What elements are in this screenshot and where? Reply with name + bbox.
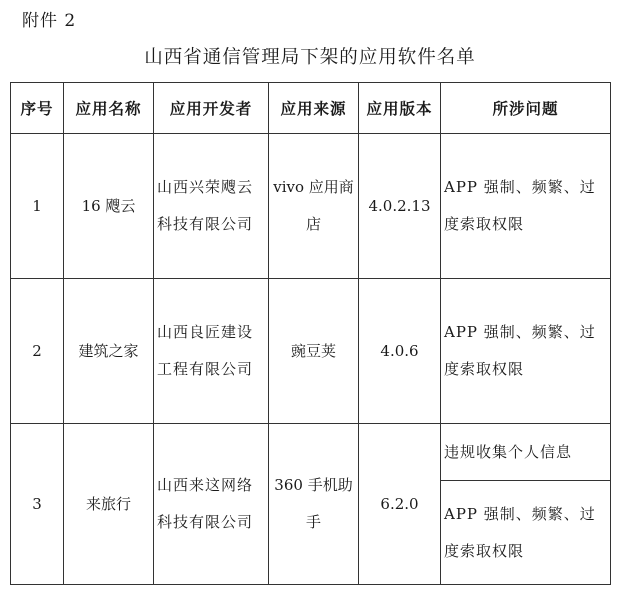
cell-no: 3 [11, 424, 64, 585]
cell-app-name: 来旅行 [64, 424, 154, 585]
header-issues: 所涉问题 [441, 83, 611, 134]
cell-issue: 违规收集个人信息 [441, 424, 611, 481]
header-app-name: 应用名称 [64, 83, 154, 134]
header-version: 应用版本 [359, 83, 441, 134]
header-developer: 应用开发者 [154, 83, 269, 134]
header-source: 应用来源 [269, 83, 359, 134]
cell-source: 360 手机助手 [269, 424, 359, 585]
table-row [11, 424, 611, 481]
cell-issue: APP 强制、频繁、过度索取权限 [441, 481, 611, 585]
document-title: 山西省通信管理局下架的应用软件名单 [144, 47, 476, 68]
cell-no: 1 [11, 134, 64, 279]
cell-version: 4.0.6 [359, 279, 441, 424]
cell-issue: APP 强制、频繁、过度索取权限 [441, 134, 611, 279]
header-no: 序号 [11, 83, 64, 134]
cell-developer: 山西良匠建设工程有限公司 [154, 279, 269, 424]
cell-no: 2 [11, 279, 64, 424]
cell-developer: 山西兴荣飕云科技有限公司 [154, 134, 269, 279]
table-row [11, 134, 611, 279]
cell-source: 豌豆荚 [269, 279, 359, 424]
table-row [11, 279, 611, 424]
cell-app-name: 16 飕云 [64, 134, 154, 279]
cell-app-name: 建筑之家 [64, 279, 154, 424]
cell-version: 6.2.0 [359, 424, 441, 585]
cell-source: vivo 应用商店 [269, 134, 359, 279]
cell-issue: APP 强制、频繁、过度索取权限 [441, 279, 611, 424]
app-list-table [10, 82, 611, 585]
attachment-label: 附件 2 [22, 11, 77, 31]
cell-version: 4.0.2.13 [359, 134, 441, 279]
cell-developer: 山西来这网络科技有限公司 [154, 424, 269, 585]
table-header-row [11, 83, 611, 134]
